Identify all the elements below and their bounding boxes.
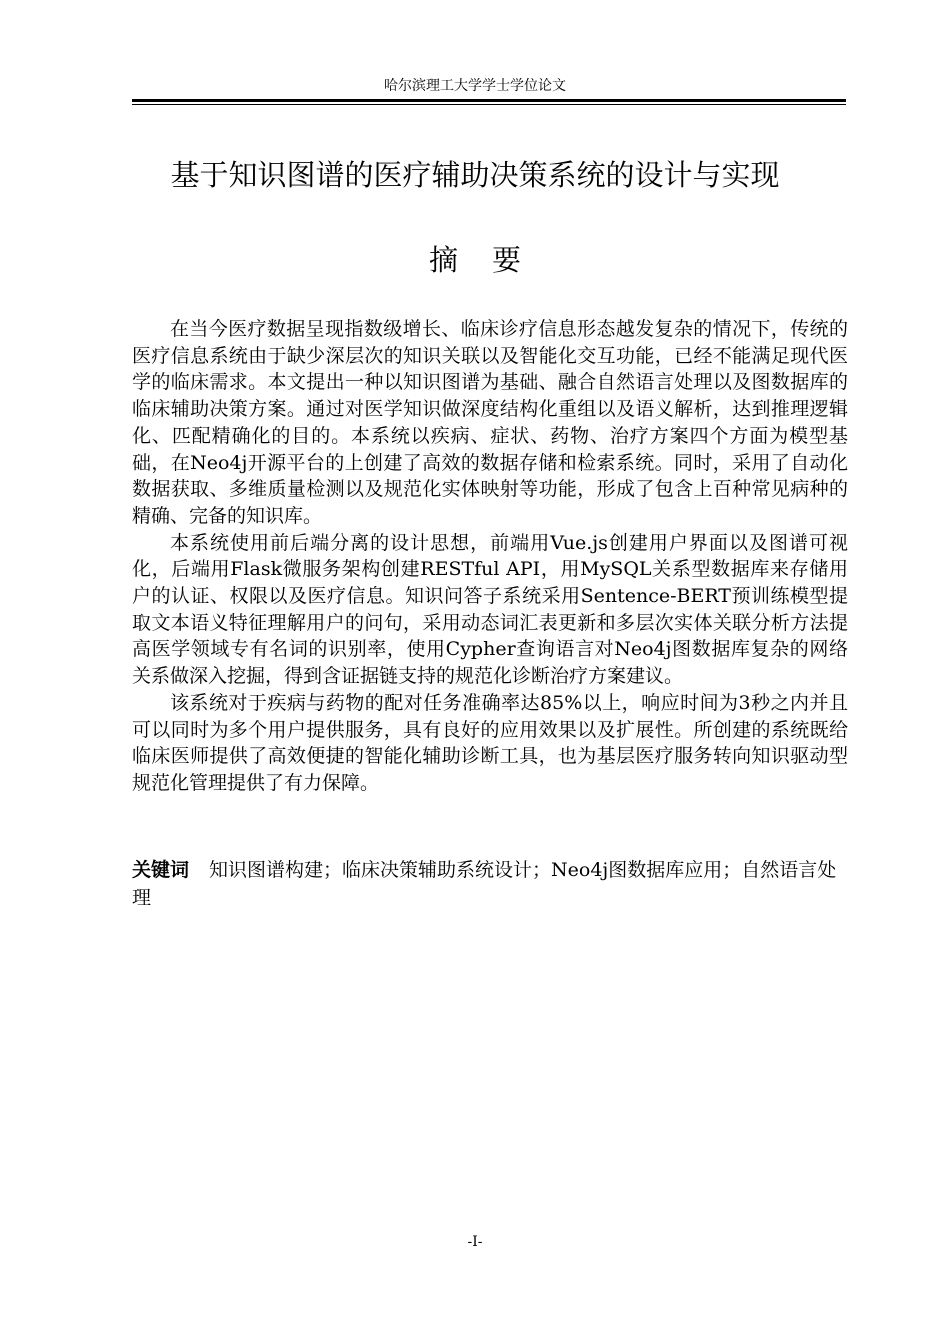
abstract-body (132, 316, 848, 797)
abstract-paragraph-1: 在当今医疗数据呈现指数级增长、临床诊疗信息形态越发复杂的情况下，传统的医疗信息系统由于缺少深层次的知识关联以及智能化交互功能，已经不能满足现代医学的临床需求。本文提出一种以知识图谱为基础、融合自然语言处理以及图数据库的临床辅助决策方案。通过对医学知识做深度结构化重组以及语义解析，达到推理逻辑化、匹配精确化的目的。本系统以疾病、症状、药物、治疗方案四个方面为模型基础，在Neo4j开源平台的上创建了高效的数据存储和检索系统。同时，采用了自动化数据获取、多维质量检测以及规范化实体映射等功能，形成了包含上百种常见病种的精确、完备的知识库。 (132, 318, 848, 527)
abstract-paragraph-2: 本系统使用前后端分离的设计思想，前端用Vue.js创建用户界面以及图谱可视化，后端用Flask微服务架构创建RESTful API，用MySQL关系型数据库来存储用户的认证、权限以及医疗信息。知识问答子系统采用Sentence-BERT预训练模型提取文本语义特征理解用户的问句，采用动态词汇表更新和多层次实体关联分析方法提高医学领域专有名词的识别率，使用Cypher查询语言对Neo4j图数据库复杂的网络关系做深入挖掘，得到含证据链支持的规范化诊断治疗方案建议。 (132, 531, 848, 688)
abstract-heading: 摘要 (428, 243, 555, 277)
thesis-title: 基于知识图谱的医疗辅助决策系统的设计与实现 (170, 158, 780, 192)
header-rule-thick (132, 99, 846, 102)
running-header: 哈尔滨理工大学学士学位论文 (384, 78, 566, 94)
page-number: -I- (467, 1234, 483, 1250)
keywords (132, 856, 848, 912)
abstract-paragraph-3: 该系统对于疾病与药物的配对任务准确率达85%以上，响应时间为3秒之内并且可以同时为多个用户提供服务，具有良好的应用效果以及扩展性。所创建的系统既给临床医师提供了高效便捷的智能化辅助诊断工具，也为基层医疗服务转向知识驱动型规范化管理提供了有力保障。 (132, 691, 848, 794)
header-rule-thin (132, 104, 846, 105)
keywords-text: 知识图谱构建；临床决策辅助系统设计；Neo4j图数据库应用；自然语言处理 (132, 859, 837, 909)
keywords-label: 关键词 (132, 859, 190, 881)
